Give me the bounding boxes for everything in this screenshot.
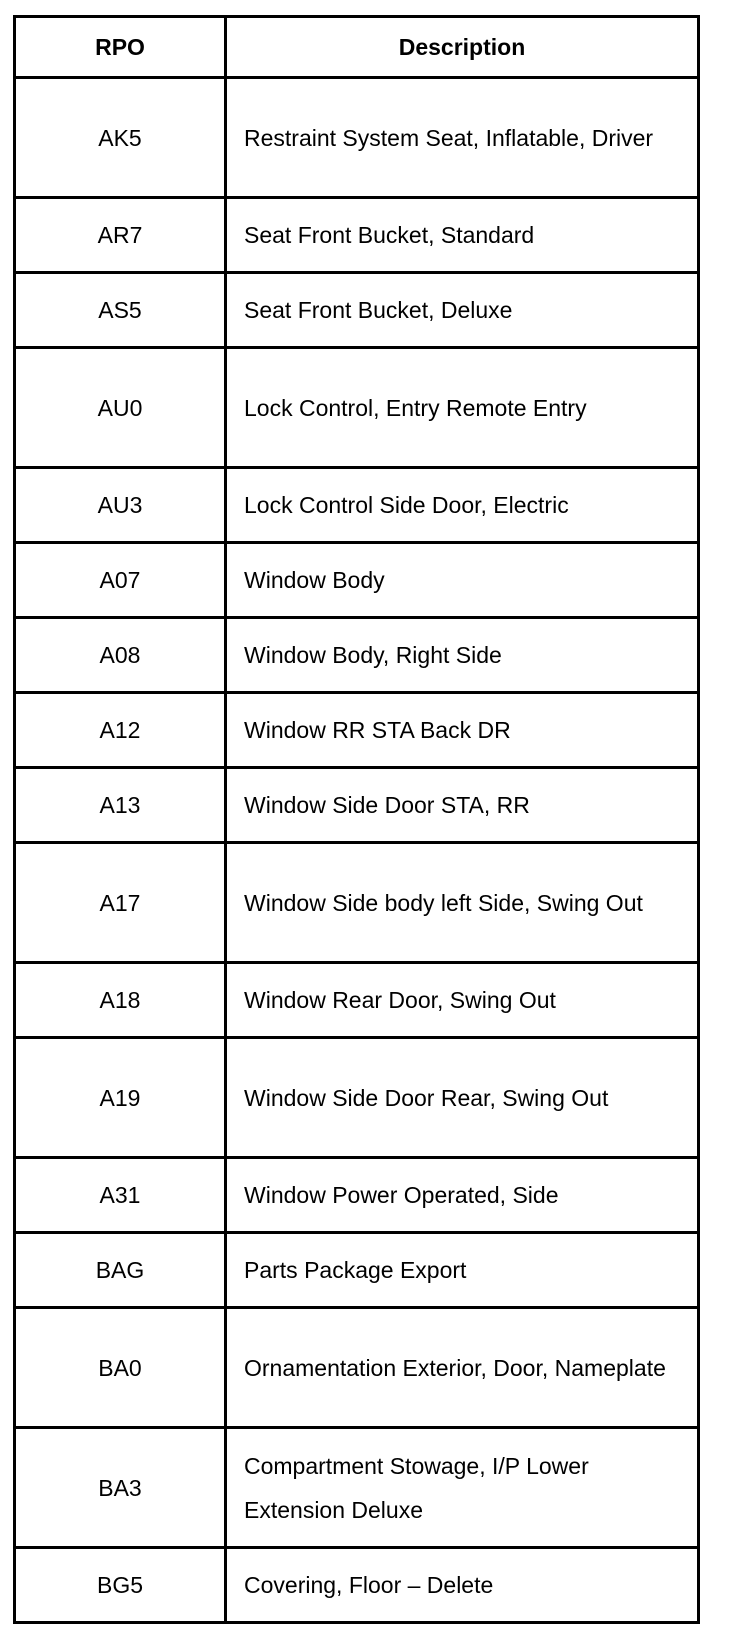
description-cell: Lock Control Side Door, Electric — [226, 468, 699, 543]
rpo-code-cell: BA3 — [15, 1428, 226, 1548]
description-cell: Lock Control, Entry Remote Entry — [226, 348, 699, 468]
rpo-table — [13, 15, 700, 1624]
description-cell: Window Body, Right Side — [226, 618, 699, 693]
description-cell: Restraint System Seat, Inflatable, Driver — [226, 78, 699, 198]
table-row — [15, 843, 699, 963]
table-row — [15, 1038, 699, 1158]
description-cell: Parts Package Export — [226, 1233, 699, 1308]
table-row — [15, 618, 699, 693]
description-cell: Window Rear Door, Swing Out — [226, 963, 699, 1038]
rpo-code-cell: A13 — [15, 768, 226, 843]
table-row — [15, 963, 699, 1038]
column-header-description: Description — [226, 17, 699, 78]
rpo-code-cell: AS5 — [15, 273, 226, 348]
description-cell: Compartment Stowage, I/P Lower Extension Deluxe — [226, 1428, 699, 1548]
rpo-code-cell: A07 — [15, 543, 226, 618]
table-row — [15, 78, 699, 198]
rpo-code-cell: BAG — [15, 1233, 226, 1308]
rpo-code-cell: BA0 — [15, 1308, 226, 1428]
table-row — [15, 693, 699, 768]
table-row — [15, 1158, 699, 1233]
description-cell: Window Side body left Side, Swing Out — [226, 843, 699, 963]
rpo-code-cell: A12 — [15, 693, 226, 768]
description-cell: Window Side Door STA, RR — [226, 768, 699, 843]
table-row — [15, 1233, 699, 1308]
table-row — [15, 1428, 699, 1548]
table-row — [15, 543, 699, 618]
rpo-code-cell: AU0 — [15, 348, 226, 468]
table-row — [15, 348, 699, 468]
table-row — [15, 768, 699, 843]
rpo-code-cell: A31 — [15, 1158, 226, 1233]
table-row — [15, 1548, 699, 1623]
rpo-code-cell: BG5 — [15, 1548, 226, 1623]
rpo-code-cell: A19 — [15, 1038, 226, 1158]
table-row — [15, 273, 699, 348]
description-cell: Window Power Operated, Side — [226, 1158, 699, 1233]
table-row — [15, 1308, 699, 1428]
rpo-code-cell: A17 — [15, 843, 226, 963]
table-row — [15, 468, 699, 543]
rpo-code-cell: A08 — [15, 618, 226, 693]
description-cell: Ornamentation Exterior, Door, Nameplate — [226, 1308, 699, 1428]
column-header-rpo: RPO — [15, 17, 226, 78]
rpo-code-cell: AU3 — [15, 468, 226, 543]
description-cell: Seat Front Bucket, Standard — [226, 198, 699, 273]
description-cell: Window Body — [226, 543, 699, 618]
description-cell: Window RR STA Back DR — [226, 693, 699, 768]
header-row — [15, 17, 699, 78]
rpo-code-cell: AR7 — [15, 198, 226, 273]
table-row — [15, 198, 699, 273]
description-cell: Seat Front Bucket, Deluxe — [226, 273, 699, 348]
description-cell: Covering, Floor – Delete — [226, 1548, 699, 1623]
description-cell: Window Side Door Rear, Swing Out — [226, 1038, 699, 1158]
table-body — [15, 78, 699, 1623]
rpo-code-cell: A18 — [15, 963, 226, 1038]
rpo-code-cell: AK5 — [15, 78, 226, 198]
